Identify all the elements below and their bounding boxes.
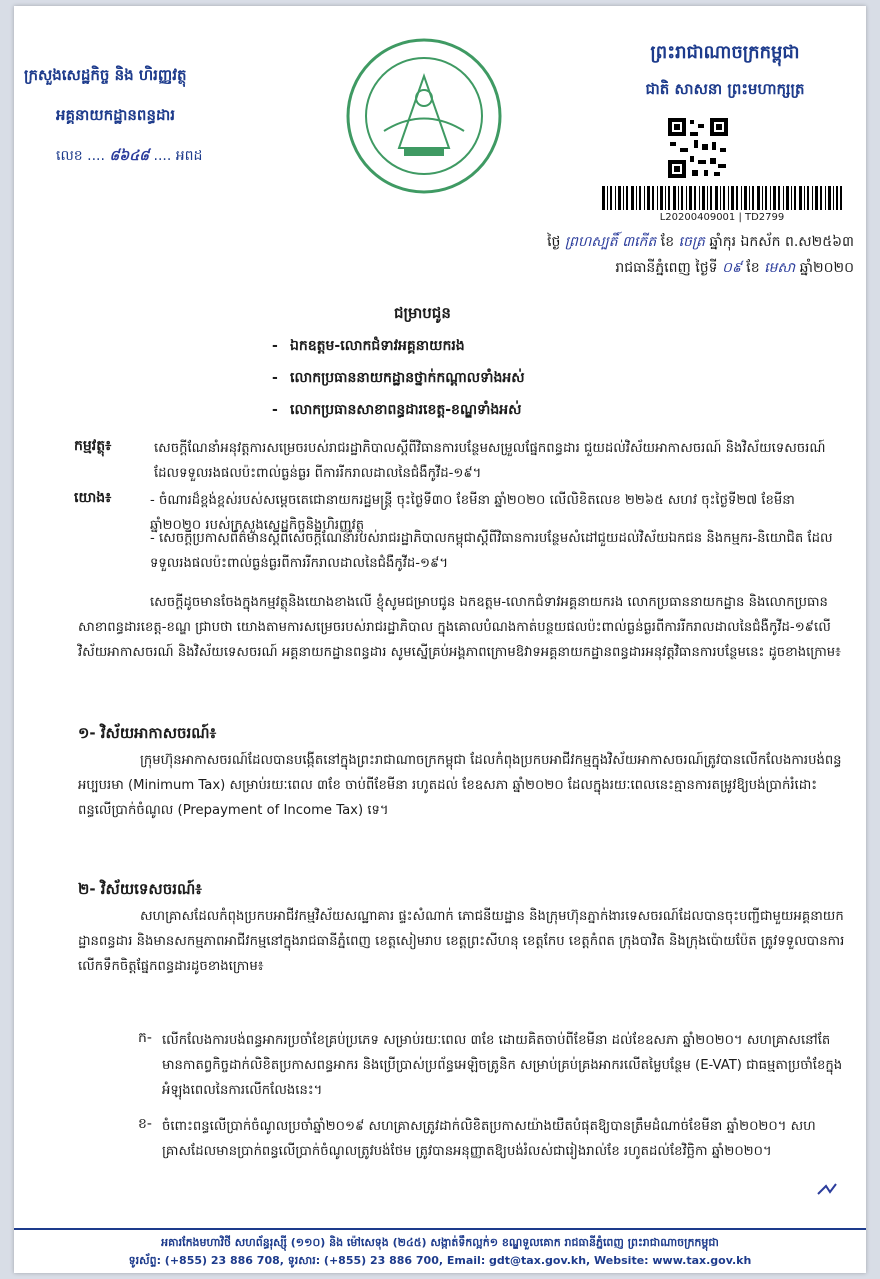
ref-number: ៨៦៤៨	[109, 148, 150, 164]
section-tourism-heading: ២- វិស័យទេសចរណ៍៖	[78, 880, 202, 898]
qr-code	[666, 116, 730, 180]
lunar-date	[454, 232, 854, 253]
subject-text: សេចក្តីណែនាំអនុវត្តការសម្រេចរបស់រាជរដ្ឋាភិបាលស្តីពីវិធានការបន្ថែមសម្រួលផ្នែកពន្ធដារ ជួយដល់វិស័យអាកាសចរណ៍ និងវិស័យទេសចរណ៍ដែលទទួលរងផលប៉ះពាល់ធ្ងន់ធ្ងរ ពីការរីករាលដាលនៃជំងឺកូវីដ-១៩។	[154, 441, 826, 481]
solar-day-handwritten: ០៩	[722, 260, 742, 276]
department-name: អគ្គនាយកដ្ឋានពន្ធដារ	[56, 106, 176, 124]
tax-department-seal	[344, 36, 504, 196]
document-page	[14, 6, 866, 1273]
footer-address: អគារកែងមហាវិថី សហព័ន្ធរុស្ស៊ី (១១០) និង ម៉ៅសេទុង (២៤៥) សង្កាត់ទឹកល្អក់១ ខណ្ឌទួលគោក រាជធានីភ្នំពេញ ព្រះរាជាណាចក្រកម្ពុជា	[161, 1236, 719, 1249]
subject-label: កម្មវត្ថុ៖	[74, 438, 112, 454]
item-marker: ខ-	[138, 1116, 152, 1132]
section-tourism-text: សហគ្រាសដែលកំពុងប្រកបអាជីវកម្មវិស័យសណ្ឋាគារ ផ្ទះសំណាក់ ភោជនីយដ្ឋាន និងក្រុមហ៊ុនភ្នាក់ងារទេសចរណ៍ដែលបានចុះបញ្ជីជាមួយអគ្គនាយកដ្ឋានពន្ធដារ និងមានសកម្មភាពអាជីវកម្មនៅក្នុងរាជធានីភ្នំពេញ ខេត្តសៀមរាប ខេត្តព្រះសីហនុ ខេត្តកែប ខេត្តកំពត ក្រុងបាវិត និងក្រុងប៉ោយប៉ែត ត្រូវទទួលបានការលើកទឹកចិត្តផ្នែកពន្ធដារដូចខាងក្រោម៖	[78, 909, 845, 974]
initial-mark-icon	[816, 1182, 838, 1196]
lunar-month-handwritten: ចេត្រ	[678, 234, 705, 250]
reference-label: យោង៖	[74, 490, 112, 506]
intro-paragraph: សេចក្តីដូចមានចែងក្នុងកម្មវត្ថុនិងយោងខាងលើ ខ្ញុំសូមជម្រាបជូន ឯកឧត្តម-លោកជំទាវអគ្គនាយករង លោកប្រធាននាយកដ្ឋាន និងលោកប្រធានសាខាពន្ធដារខេត្ត-ខណ្ឌ ជ្រាបថា យោងតាមការសម្រេចរបស់រាជរដ្ឋាភិបាល ក្នុងគោលបំណងកាត់បន្ថយផលប៉ះពាល់ធ្ងន់ធ្ងរពីការរីករាលដាលនៃជំងឺកូវីដ-១៩លើវិស័យអាកាសចរណ៍ និងវិស័យទេសចរណ៍ អគ្គនាយកដ្ឋានពន្ធដារ សូមស្នើគ្រប់អង្គភាពក្រោមឱវាទអគ្គនាយកដ្ឋានពន្ធដារអនុវត្តវិធានការបន្ថែមនេះ ដូចខាងក្រោម៖	[78, 595, 841, 660]
date-month-label: ខែ	[660, 234, 675, 250]
lunar-year: ឆ្នាំកុរ ឯកស័ក ព.ស២៥៦៣	[709, 234, 854, 250]
recipient-item: - លោកប្រធាននាយកដ្ឋានថ្នាក់កណ្តាលទាំងអស់	[272, 370, 525, 386]
date-place: រាជធានីភ្នំពេញ ថ្ងៃទី	[615, 260, 718, 276]
section-aviation-text: ក្រុមហ៊ុនអាកាសចរណ៍ដែលបានបង្កើតនៅក្នុងព្រះរាជាណាចក្រកម្ពុជា ដែលកំពុងប្រកបអាជីវកម្មក្នុងវិស័យអាកាសចរណ៍ត្រូវបានលើកលែងការបង់ពន្ធអប្បបរមា (Minimum Tax) សម្រាប់រយៈពេល ៣ខែ ចាប់ពីខែមីនា រហូតដល់ ខែឧសភា ឆ្នាំ២០២០ ដែលក្នុងរយៈពេលនេះគ្មានការតម្រូវឱ្យបង់ប្រាក់រំដោះពន្ធលើប្រាក់ចំណូល (Prepayment of Income Tax) ទេ។	[78, 753, 842, 818]
item-text: ចំពោះពន្ធលើប្រាក់ចំណូលប្រចាំឆ្នាំ២០១៩ សហគ្រាសត្រូវដាក់លិខិតប្រកាសយ៉ាងយឺតបំផុតឱ្យបានត្រឹមដំណាច់ខែមីនា ឆ្នាំ២០២០។ សហគ្រាសដែលមានប្រាក់ពន្ធលើប្រាក់ចំណូលត្រូវបង់ថែម ត្រូវបានអនុញ្ញាតឱ្យបង់រំលស់ជារៀងរាល់ខែ រហូតដល់ខែវិច្ឆិកា ឆ្នាំ២០២០។	[162, 1119, 816, 1159]
salutation: ជម្រាបជូន	[394, 304, 451, 322]
solar-year: ឆ្នាំ២០២០	[799, 260, 854, 276]
national-motto: ជាតិ សាសនា ព្រះមហាក្សត្រ	[645, 80, 805, 98]
date-day-label: ថ្ងៃ	[547, 234, 561, 250]
reference-item: - ចំណារដ៏ខ្ពង់ខ្ពស់របស់សម្តេចតេជោនាយករដ្ឋមន្ត្រី ចុះថ្ងៃទី៣០ ខែមីនា ឆ្នាំ២០២០ លើលិខិតលេខ ២២៦៥ សហវ ចុះថ្ងៃទី២៧ ខែមីនា ឆ្នាំ២០២០ របស់ក្រសួងសេដ្ឋកិច្ចនិងហិរញ្ញវត្ថុ	[150, 493, 795, 533]
recipient-text: ឯកឧត្តម-លោកជំទាវអគ្គនាយករង	[290, 338, 465, 354]
reference-item: - សេចក្តីប្រកាសព័ត៌មានស្តីពីសេចក្តីណែនាំរបស់រាជរដ្ឋាភិបាលកម្ពុជាស្តីពីវិធានការបន្ថែមសំដៅជួយដល់វិស័យឯកជន និងកម្មករ-និយោជិត ដែលទទួលរងផលប៉ះពាល់ធ្ងន់ធ្ងរពីការរីករាលដាលនៃជំងឺកូវីដ-១៩។	[150, 531, 833, 571]
footer-divider	[14, 1228, 866, 1230]
recipient-item: - ឯកឧត្តម-លោកជំទាវអគ្គនាយករង	[272, 338, 465, 354]
ministry-name: ក្រសួងសេដ្ឋកិច្ច និង ហិរញ្ញវត្ថុ	[24, 66, 187, 84]
ref-prefix: លេខ	[56, 148, 83, 164]
reference-number: លេខ .... ៨៦៤៨ .... អពដ	[56, 148, 203, 164]
solar-month-handwritten: មេសា	[764, 260, 796, 276]
barcode	[602, 186, 842, 210]
recipient-text: លោកប្រធានសាខាពន្ធដារខេត្ត-ខណ្ឌទាំងអស់	[290, 402, 522, 418]
footer-contact: ទូរស័ព្ទ: (+855) 23 886 708, ទូរសារ: (+855) 23 886 700, Email: gdt@tax.gov.kh, Website: www.tax.gov.kh	[128, 1254, 752, 1267]
solar-month-label: ខែ	[746, 260, 760, 276]
lunar-day-handwritten: ព្រហស្បតិ៍ ៣កើត	[564, 234, 657, 250]
recipient-item: - លោកប្រធានសាខាពន្ធដារខេត្ត-ខណ្ឌទាំងអស់	[272, 402, 522, 418]
kingdom-title: ព្រះរាជាណាចក្រកម្ពុជា	[650, 42, 800, 63]
section-aviation-heading: ១- វិស័យអាកាសចរណ៍៖	[78, 724, 217, 742]
solar-date	[454, 258, 854, 279]
ref-suffix: អពដ	[175, 148, 203, 164]
barcode-number: L20200409001 | TD2799	[659, 212, 785, 223]
item-text: លើកលែងការបង់ពន្ធអាករប្រចាំខែគ្រប់ប្រភេទ សម្រាប់រយៈពេល ៣ខែ ដោយគិតចាប់ពីខែមីនា ដល់ខែឧសភា ឆ្នាំ២០២០។ សហគ្រាសនៅតែមានកាតព្វកិច្ចដាក់លិខិតប្រកាសពន្ធអាករ និងប្រើប្រាស់ប្រព័ន្ធអេឡិចត្រូនិក សម្រាប់គ្រប់គ្រងអាករលើតម្លៃបន្ថែម (E-VAT) ជាធម្មតាប្រចាំខែក្នុងអំឡុងពេលនៃការលើកលែងនេះ។	[162, 1033, 843, 1098]
item-marker: ក-	[138, 1030, 152, 1046]
recipient-text: លោកប្រធាននាយកដ្ឋានថ្នាក់កណ្តាលទាំងអស់	[290, 370, 525, 386]
